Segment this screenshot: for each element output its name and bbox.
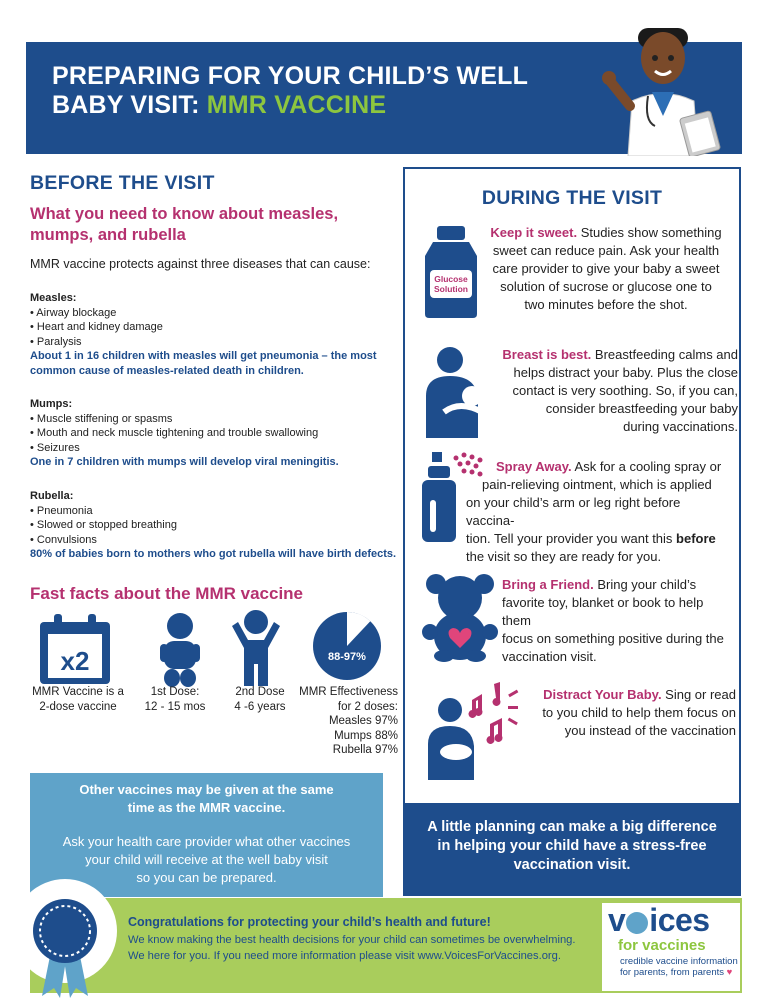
tip-distract-your-baby: Distract Your Baby. Sing or read to you child to help them focus on you instead of the vaccination: [542, 687, 736, 738]
mumps-fact: One in 7 children with mumps will develop viral meningitis.: [30, 456, 339, 468]
tip-breast-is-best: Breast is best. Breastfeeding calms and helps distract your baby. Plus the close contact is very soothing. So, if you can, consider breastfeeding your baby during vaccinations.: [502, 347, 738, 434]
before-heading: BEFORE THE VISIT: [30, 172, 215, 194]
list-item: • Convulsions: [30, 533, 97, 546]
glucose-bottle-icon: [423, 226, 479, 318]
pie-label: 88-97%: [328, 651, 366, 663]
before-subheading: What you need to know about measles, mumps, and rubella: [30, 205, 339, 244]
page-title: [52, 62, 612, 120]
list-item: • Airway blockage: [30, 306, 117, 319]
other-box-text: Ask your health care provider what other vaccines your child will receive at the well baby visit so you can be prepared.: [62, 834, 351, 885]
award-ribbon-icon: [10, 876, 120, 1001]
other-box-bold: Other vaccines may be given at the same time as the MMR vaccine.: [79, 782, 334, 815]
heart-icon: ♥: [726, 967, 733, 978]
calendar-icon: [38, 612, 112, 686]
list-item: • Paralysis: [30, 335, 82, 348]
svg-text:Glucose: Glucose: [434, 274, 468, 284]
planning-banner: A little planning can make a big difference in helping your child have a stress-free vaccination visit.: [403, 803, 741, 896]
doctor-illustration: [600, 16, 730, 156]
list-item: • Mouth and neck muscle tightening and trouble swallowing: [30, 427, 319, 439]
tip-keep-it-sweet: Keep it sweet. Studies show something sweet can reduce pain. Ask your health care provider to give your baby a sweet solution of sucrose or glucose one to two minutes before the shot.: [490, 225, 722, 312]
logo-wordmark: v ices: [608, 902, 710, 938]
music-notes-icon: [469, 682, 519, 744]
calendar-text: x2: [60, 646, 90, 676]
logo-subtitle: for vaccines: [618, 937, 706, 954]
fact-item-2: 1st Dose: 12 - 15 mos: [144, 686, 206, 713]
mumps-label: Mumps:: [30, 398, 73, 410]
teddy-bear-icon: [422, 572, 498, 662]
title-line-1: PREPARING FOR YOUR CHILD’S WELL: [52, 62, 529, 90]
child-icon: [228, 608, 284, 688]
list-item: • Slowed or stopped breathing: [30, 519, 177, 531]
fact-item-3: 2nd Dose 4 -6 years: [234, 686, 286, 713]
measles-fact-2: common cause of measles-related death in children.: [30, 364, 304, 377]
baby-icon: [158, 612, 202, 688]
fact-item-1: MMR Vaccine is a 2-dose vaccine: [32, 686, 124, 713]
during-heading: DURING THE VISIT: [481, 187, 663, 209]
breastfeeding-icon: [420, 346, 494, 438]
title-highlight: MMR VACCINE: [206, 91, 387, 119]
list-item: • Pneumonia: [30, 504, 93, 517]
tip-spray-away: Spray Away. Ask for a cooling spray or pain-relieving ointment, which is applied on your child’s arm or leg right before vaccina- tion. Tell your provider you want this before the visit so they are ready for you.: [466, 459, 722, 564]
mumps-section: [30, 397, 400, 470]
fast-facts-heading: Fast facts about the MMR vaccine: [30, 584, 304, 603]
logo-o-icon: [626, 912, 648, 934]
tip-bring-a-friend: Bring a Friend. Bring your child’s favorite toy, blanket or book to help them focus on something positive during the vaccination visit.: [502, 577, 724, 664]
list-item: • Heart and kidney damage: [30, 321, 163, 333]
effectiveness-pie-chart: [311, 610, 383, 682]
voices-logo: [602, 903, 740, 991]
svg-text:Solution: Solution: [434, 284, 468, 294]
footer-message: Congratulations for protecting your child’s health and future! We know making the best health decisions for your child can sometimes be overwhelming. We here for you. If you need more information please visit www.VoicesForVaccines.org.: [128, 915, 576, 962]
measles-section: [30, 291, 400, 378]
list-item: • Seizures: [30, 441, 80, 454]
rubella-fact: 80% of babies born to mothers who got rubella will have birth defects.: [30, 548, 397, 560]
before-intro: MMR vaccine protects against three diseases that can cause:: [30, 257, 371, 271]
logo-tagline: credible vaccine information for parents, from parents ♥: [620, 956, 738, 978]
measles-label: Measles:: [30, 292, 77, 304]
rubella-label: Rubella:: [30, 490, 74, 502]
rubella-section: [30, 489, 400, 562]
title-line-2: BABY VISIT: MMR VACCINE: [52, 91, 387, 119]
measles-fact-1: About 1 in 16 children with measles will get pneumonia – the most: [30, 350, 377, 362]
singing-parent-icon: [420, 680, 528, 780]
list-item: • Muscle stiffening or spasms: [30, 412, 173, 425]
effectiveness-list: MMR Effectiveness for 2 doses: Measles 97% Mumps 88% Rubella 97%: [299, 686, 398, 756]
